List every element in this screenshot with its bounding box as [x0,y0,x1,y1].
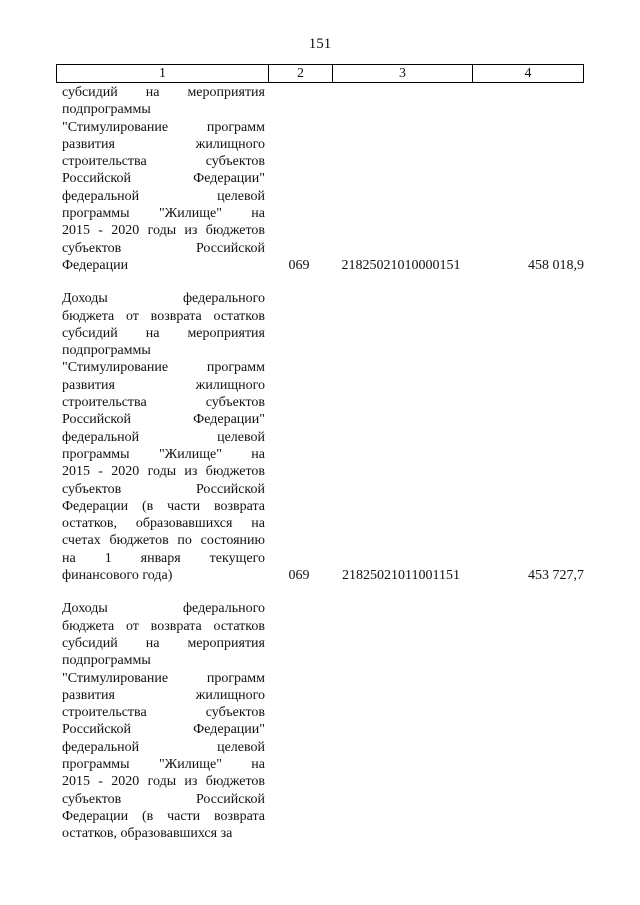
description-line: остатков, образовавшихся за [62,826,233,842]
description-line: подпрограммы [62,102,151,118]
description-line: "Стимулирование программ [62,670,265,686]
description-line: субъектов Российской [62,791,265,807]
row-description [62,290,265,584]
description-line: "Стимулирование программ [62,119,265,135]
description-line: счетах бюджетов по состоянию [62,533,265,549]
description-line: строительства субъектов [62,395,265,411]
description-line: субъектов Российской [62,481,265,497]
description-line: Российской Федерации" [62,171,265,187]
description-line: 2015 - 2020 годы из бюджетов [62,464,265,480]
description-line: на 1 января текущего [62,550,265,566]
description-line: Федерации (в части возврата [62,498,265,514]
description-line: субсидий на мероприятия [62,325,265,341]
description-line: развития жилищного [62,687,265,703]
description-line: "Стимулирование программ [62,360,265,376]
description-line: программы "Жилище" на [62,446,265,462]
row-budget-classification-code: 21825021010000151 [341,257,461,273]
row-admin-code: 069 [288,568,310,584]
description-line: субсидий на мероприятия [62,635,265,651]
description-line: остатков, образовавшихся на [62,516,265,532]
row-budget-classification-code: 21825021011001151 [342,568,460,584]
description-line: программы "Жилище" на [62,206,265,222]
description-line: подпрограммы [62,343,151,359]
description-line: бюджета от возврата остатков [62,308,265,324]
description-line: финансового года) [62,568,173,584]
description-line: субъектов Российской [62,240,265,256]
description-line: развития жилищного [62,136,265,152]
column-header-3: 3 [332,65,472,82]
description-line: 2015 - 2020 годы из бюджетов [62,774,265,790]
description-line: бюджета от возврата остатков [62,618,265,634]
description-line: Российской Федерации" [62,722,265,738]
description-line: 2015 - 2020 годы из бюджетов [62,223,265,239]
description-line: субсидий на мероприятия [62,85,265,100]
description-line: Доходы федерального [62,291,265,307]
table-row [56,290,584,584]
description-line: федеральной целевой [62,429,265,445]
description-line: федеральной целевой [62,739,265,755]
column-header-4: 4 [472,65,583,82]
table-row [56,84,584,274]
column-header-1: 1 [159,65,166,81]
row-admin-code: 069 [288,257,310,273]
description-line: федеральной целевой [62,188,265,204]
page-number: 151 [308,36,332,52]
table-row [56,600,584,842]
table-body [56,84,584,858]
description-line: подпрограммы [62,653,151,669]
row-description [62,84,265,274]
description-line: Доходы федерального [62,601,265,617]
description-line: строительства субъектов [62,705,265,721]
description-line: Федерации (в части возврата [62,808,265,824]
description-line: развития жилищного [62,377,265,393]
table-header [56,64,584,83]
row-amount: 453 727,7 [528,568,584,584]
row-amount: 458 018,9 [528,257,584,273]
description-line: программы "Жилище" на [62,756,265,772]
description-line: Федерации [62,257,129,273]
row-description [62,600,265,842]
description-line: Российской Федерации" [62,412,265,428]
column-header-2: 2 [268,65,332,82]
description-line: строительства субъектов [62,154,265,170]
